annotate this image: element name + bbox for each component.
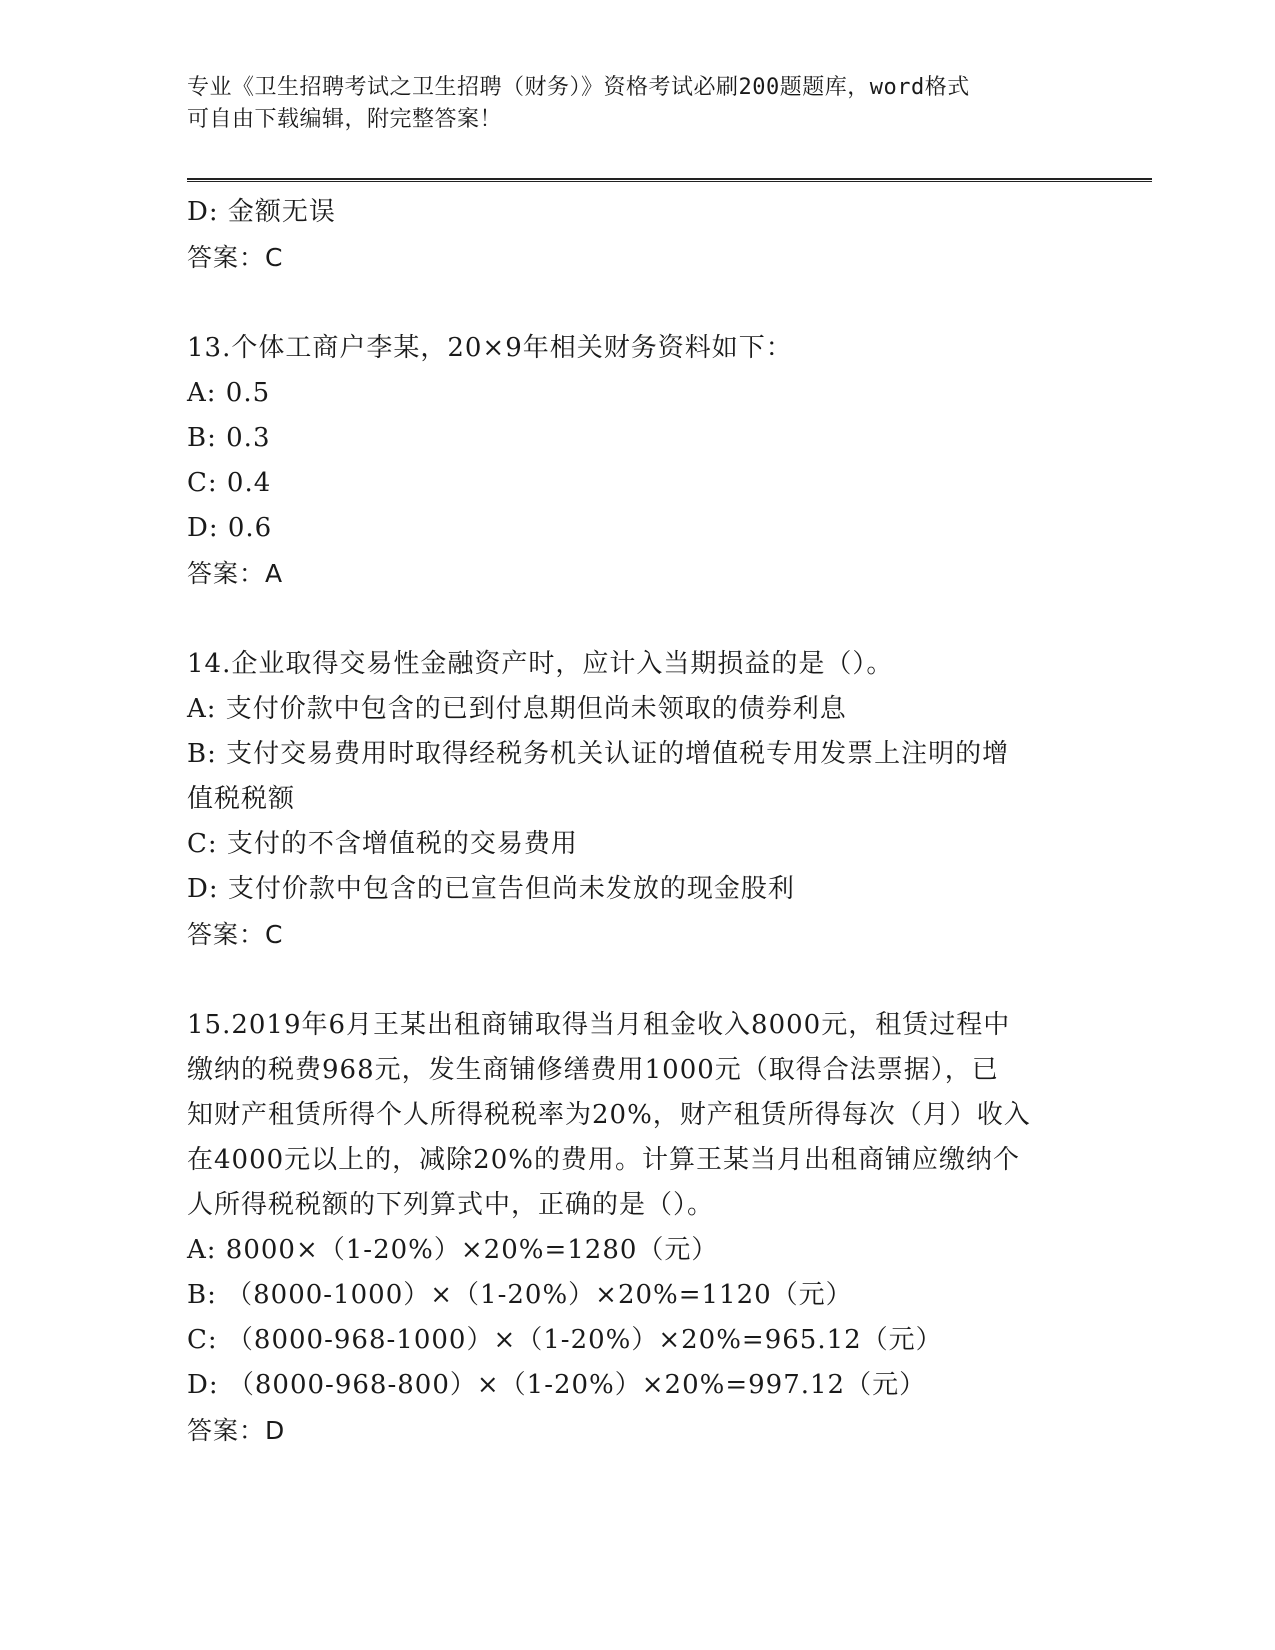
option-c: C: 0.4	[187, 468, 272, 498]
question-stem-line-1: 15.2019年6月王某出租商铺取得当月租金收入8000元，租赁过程中	[187, 1010, 1011, 1040]
spacer	[187, 596, 1087, 642]
header-title-line-2: 可自由下载编辑，附完整答案！	[187, 107, 503, 132]
option-a: A: 8000×（1-20%）×20%=1280（元）	[187, 1235, 719, 1265]
question-stem-line-4: 在4000元以上的，减除20%的费用。计算王某当月出租商铺应缴纳个	[187, 1145, 1020, 1175]
question-13	[187, 326, 1087, 596]
option-a: A: 支付价款中包含的已到付息期但尚未领取的债券利息	[187, 694, 847, 724]
option-c: C: 支付的不含增值税的交易费用	[187, 829, 578, 859]
question-stem: 13.个体工商户李某，20×9年相关财务资料如下：	[187, 333, 793, 363]
option-d: D: 金额无误	[187, 197, 336, 227]
answer-label: 答案：A	[187, 559, 284, 588]
header-divider	[187, 178, 1152, 182]
option-c: C: （8000-968-1000）×（1-20%）×20%=965.12（元）	[187, 1325, 943, 1355]
option-b: B: （8000-1000）×（1-20%）×20%=1120（元）	[187, 1280, 853, 1310]
question-stem-line-3: 知财产租赁所得个人所得税税率为20%，财产租赁所得每次（月）收入	[187, 1100, 1031, 1130]
question-stem-line-2: 缴纳的税费968元，发生商铺修缮费用1000元（取得合法票据），已	[187, 1055, 999, 1085]
option-a: A: 0.5	[187, 378, 271, 408]
spacer	[187, 957, 1087, 1003]
option-b-line-2: 值税税额	[187, 784, 296, 814]
question-stem-line-5: 人所得税税额的下列算式中，正确的是（）。	[187, 1190, 715, 1220]
answer-label: 答案：C	[187, 243, 284, 272]
option-b-line-1: B: 支付交易费用时取得经税务机关认证的增值税专用发票上注明的增	[187, 739, 1010, 769]
question-stem: 14.企业取得交易性金融资产时，应计入当期损益的是（）。	[187, 649, 894, 679]
option-d: D: （8000-968-800）×（1-20%）×20%=997.12（元）	[187, 1370, 927, 1400]
answer-label: 答案：D	[187, 1416, 286, 1445]
option-d: D: 0.6	[187, 513, 273, 543]
previous-question-tail	[187, 190, 1087, 280]
answer-label: 答案：C	[187, 920, 284, 949]
document-header	[187, 72, 1067, 136]
option-b: B: 0.3	[187, 423, 271, 453]
spacer	[187, 280, 1087, 326]
question-content	[187, 190, 1087, 1453]
option-d: D: 支付价款中包含的已宣告但尚未发放的现金股利	[187, 874, 795, 904]
question-14	[187, 642, 1087, 957]
question-15	[187, 1003, 1087, 1453]
header-title-line-1: 专业《卫生招聘考试之卫生招聘（财务）》资格考试必刷200题题库，word格式	[187, 75, 970, 100]
